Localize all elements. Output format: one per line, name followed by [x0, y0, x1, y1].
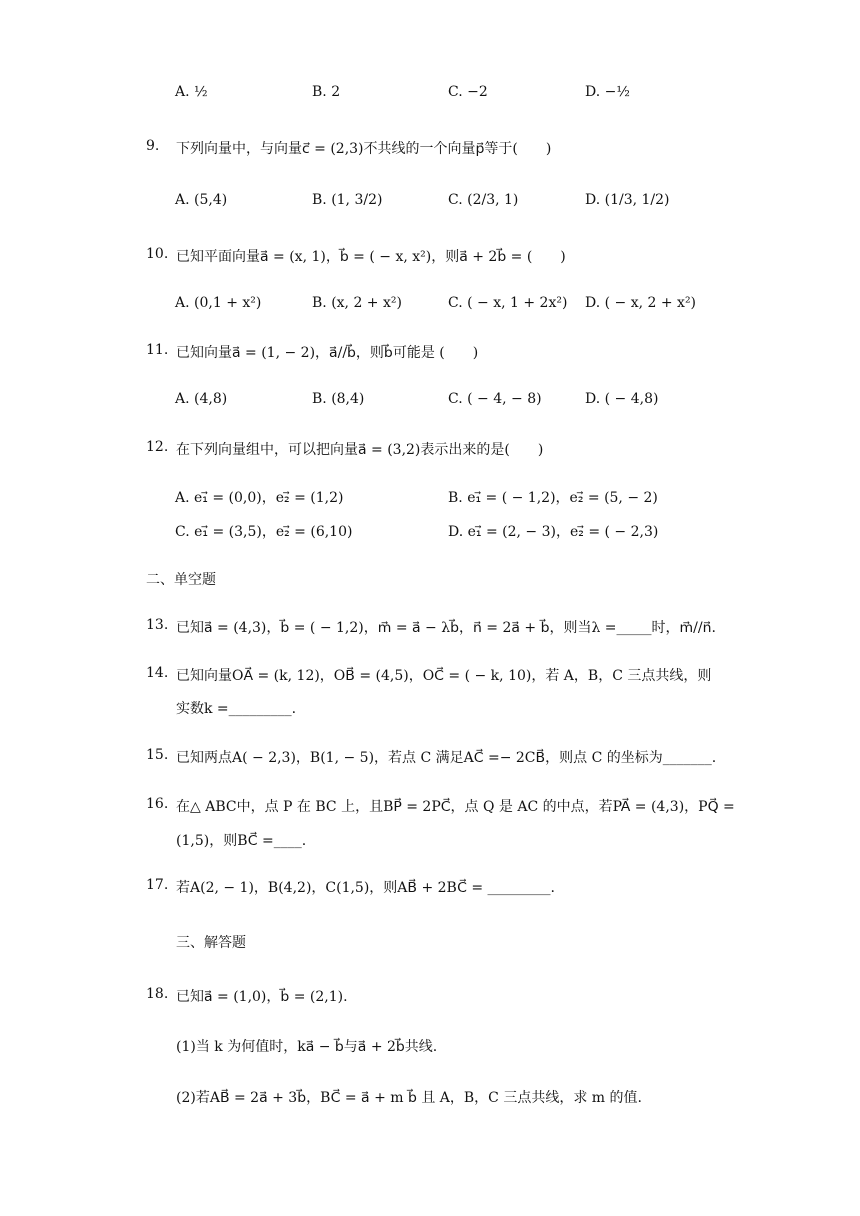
q12-option-a: A. e₁⃗ = (0,0)，e₂⃗ = (1,2) — [175, 490, 344, 506]
section-heading-answer: 三、解答题 — [176, 935, 246, 951]
q14-number: 14. — [146, 665, 169, 681]
q14-stem-continued: 实数k =_________. — [176, 701, 297, 717]
q17-number: 17. — [146, 877, 169, 893]
q18-part-2: (2)若AB⃗ = 2a⃗ + 3b⃗，BC⃗ = a⃗ + m b⃗ 且 A，B，C 三点共线，求 m 的值. — [176, 1090, 642, 1106]
q16-number: 16. — [146, 796, 169, 812]
q9-stem: 下列向量中，与向量c⃗ = (2,3)不共线的一个向量p⃗等于( ) — [176, 141, 552, 157]
q9-option-d: D. (1/3, 1/2) — [585, 192, 670, 208]
q9-number: 9. — [146, 138, 160, 154]
q14-stem: 已知向量OA⃗ = (k, 12)，OB⃗ = (4,5)，OC⃗ = ( − k, 10)，若 A，B，C 三点共线，则 — [176, 668, 712, 684]
q8-option-b: B. 2 — [312, 84, 341, 100]
q12-option-c: C. e₁⃗ = (3,5)，e₂⃗ = (6,10) — [175, 524, 353, 540]
q10-option-b: B. (x, 2 + x²) — [312, 295, 402, 311]
q13-stem: 已知a⃗ = (4,3)，b⃗ = ( − 1,2)，m⃗ = a⃗ − λb⃗，n⃗ = 2a⃗ + b⃗，则当λ =_____时，m⃗//n⃗. — [176, 620, 716, 636]
q9-option-a: A. (5,4) — [175, 192, 228, 208]
q10-stem: 已知平面向量a⃗ = (x, 1)，b⃗ = ( − x, x²)，则a⃗ + 2b⃗ = ( ) — [176, 249, 566, 265]
q18-part-1: (1)当 k 为何值时，ka⃗ − b⃗与a⃗ + 2b⃗共线. — [176, 1039, 438, 1055]
q18-number: 18. — [146, 986, 169, 1002]
q9-option-c: C. (2/3, 1) — [448, 192, 519, 208]
q11-option-c: C. ( − 4, − 8) — [448, 391, 542, 407]
q12-stem: 在下列向量组中，可以把向量a⃗ = (3,2)表示出来的是( ) — [176, 442, 544, 458]
q8-option-d: D. −½ — [585, 84, 630, 100]
q15-number: 15. — [146, 747, 169, 763]
q11-number: 11. — [146, 342, 169, 358]
q12-number: 12. — [146, 439, 169, 455]
q11-stem: 已知向量a⃗ = (1, − 2)，a⃗//b⃗，则b⃗可能是 ( ) — [176, 345, 479, 361]
q8-option-a: A. ½ — [175, 84, 208, 100]
q10-option-a: A. (0,1 + x²) — [175, 295, 262, 311]
section-heading-fill-in: 二、单空题 — [146, 572, 216, 588]
q10-option-d: D. ( − x, 2 + x²) — [585, 295, 697, 311]
q11-option-a: A. (4,8) — [175, 391, 228, 407]
q10-option-c: C. ( − x, 1 + 2x²) — [448, 295, 568, 311]
q8-option-c: C. −2 — [448, 84, 488, 100]
q11-option-d: D. ( − 4,8) — [585, 391, 659, 407]
q9-option-b: B. (1, 3/2) — [312, 192, 383, 208]
q16-stem-continued: (1,5)，则BC⃗ =____. — [176, 833, 307, 849]
q11-option-b: B. (8,4) — [312, 391, 365, 407]
q13-number: 13. — [146, 617, 169, 633]
q15-stem: 已知两点A( − 2,3)，B(1, − 5)，若点 C 满足AC⃗ =− 2CB⃗，则点 C 的坐标为_______. — [176, 750, 717, 766]
q16-stem: 在△ ABC中，点 P 在 BC 上，且BP⃗ = 2PC⃗，点 Q 是 AC 的中点，若PA⃗ = (4,3)，PQ⃗ = — [176, 799, 735, 815]
q12-option-d: D. e₁⃗ = (2, − 3)，e₂⃗ = ( − 2,3) — [448, 524, 659, 540]
q17-stem: 若A(2, − 1)，B(4,2)，C(1,5)，则AB⃗ + 2BC⃗ = _________. — [176, 880, 555, 896]
q18-stem: 已知a⃗ = (1,0)，b⃗ = (2,1). — [176, 989, 348, 1005]
q12-option-b: B. e₁⃗ = ( − 1,2)，e₂⃗ = (5, − 2) — [448, 490, 658, 506]
q10-number: 10. — [146, 246, 169, 262]
